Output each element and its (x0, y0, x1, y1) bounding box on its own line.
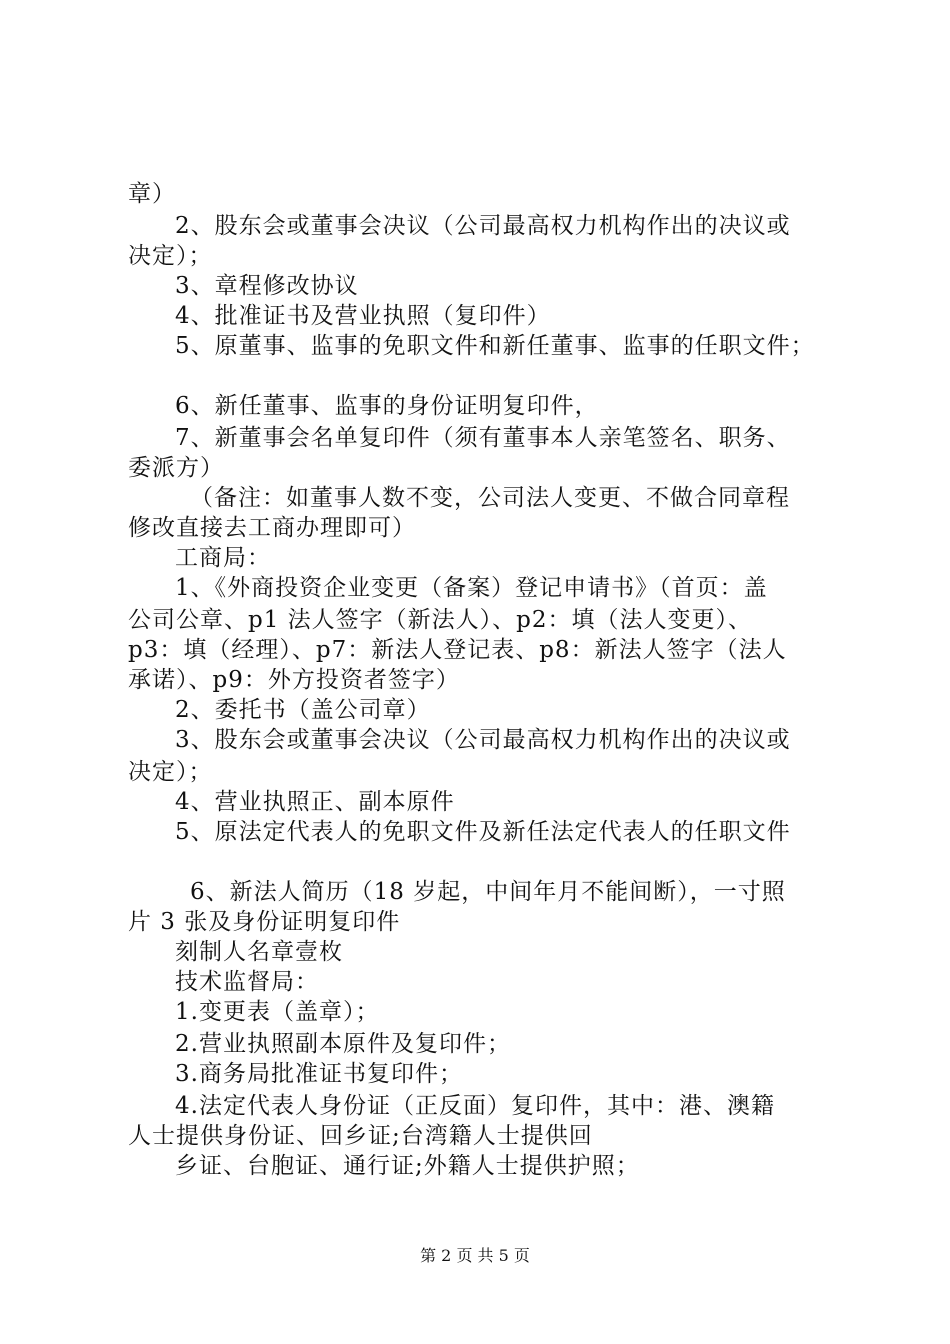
text-line: 3.商务局批准证书复印件； (175, 1061, 463, 1087)
page-number: 第 2 页 共 5 页 (420, 1246, 530, 1265)
text-line: 公司公章、p1 法人签字（新法人）、p2：填（法人变更）、 (128, 607, 753, 633)
text-line: 5、原法定代表人的免职文件及新任法定代表人的任职文件 (175, 819, 791, 845)
text-line: 工商局： (175, 545, 271, 571)
text-line: （备注：如董事人数不变，公司法人变更、不做合同章程 (190, 485, 790, 511)
text-line: 4、批准证书及营业执照（复印件） (175, 303, 551, 329)
text-line: 决定）； (128, 759, 213, 785)
text-line: 刻制人名章壹枚 (175, 939, 343, 965)
text-line: 3、股东会或董事会决议（公司最高权力机构作出的决议或 (175, 727, 791, 753)
text-line: 承诺）、p9：外方投资者签字） (128, 667, 460, 693)
text-line: 2、股东会或董事会决议（公司最高权力机构作出的决议或 (175, 213, 791, 239)
text-line: 6、新任董事、监事的身份证明复印件， (175, 393, 599, 419)
text-line: 1.变更表（盖章）； (175, 999, 380, 1025)
text-line: 人士提供身份证、回乡证;台湾籍人士提供回 (128, 1123, 593, 1149)
text-line: 技术监督局： (175, 969, 319, 995)
text-line: 7、新董事会名单复印件（须有董事本人亲笔签名、职务、 (175, 425, 791, 451)
text-line: 2.营业执照副本原件及复印件； (175, 1031, 511, 1057)
text-line: p3：填（经理）、p7：新法人登记表、p8：新法人签字（法人 (128, 637, 787, 663)
text-line: 3、章程修改协议 (175, 273, 359, 299)
text-line: 修改直接去工商办理即可） (128, 515, 416, 541)
text-line: 4.法定代表人身份证（正反面）复印件，其中：港、澳籍 (175, 1093, 775, 1119)
text-line: 1、《外商投资企业变更（备案）登记申请书》（首页：盖 (175, 575, 768, 601)
text-line: 委派方） (128, 455, 224, 481)
text-line: 乡证、台胞证、通行证;外籍人士提供护照； (175, 1153, 640, 1179)
text-line: 章） (128, 181, 176, 207)
text-line: 5、原董事、监事的免职文件和新任董事、监事的任职文件； (175, 333, 815, 359)
text-line: 4、营业执照正、副本原件 (175, 789, 455, 815)
text-line: 2、委托书（盖公司章） (175, 697, 431, 723)
text-line: 决定）； (128, 243, 213, 269)
text-line: 6、新法人简历（18 岁起，中间年月不能间断），一寸照 (190, 879, 786, 905)
text-line: 片 3 张及身份证明复印件 (128, 909, 401, 935)
